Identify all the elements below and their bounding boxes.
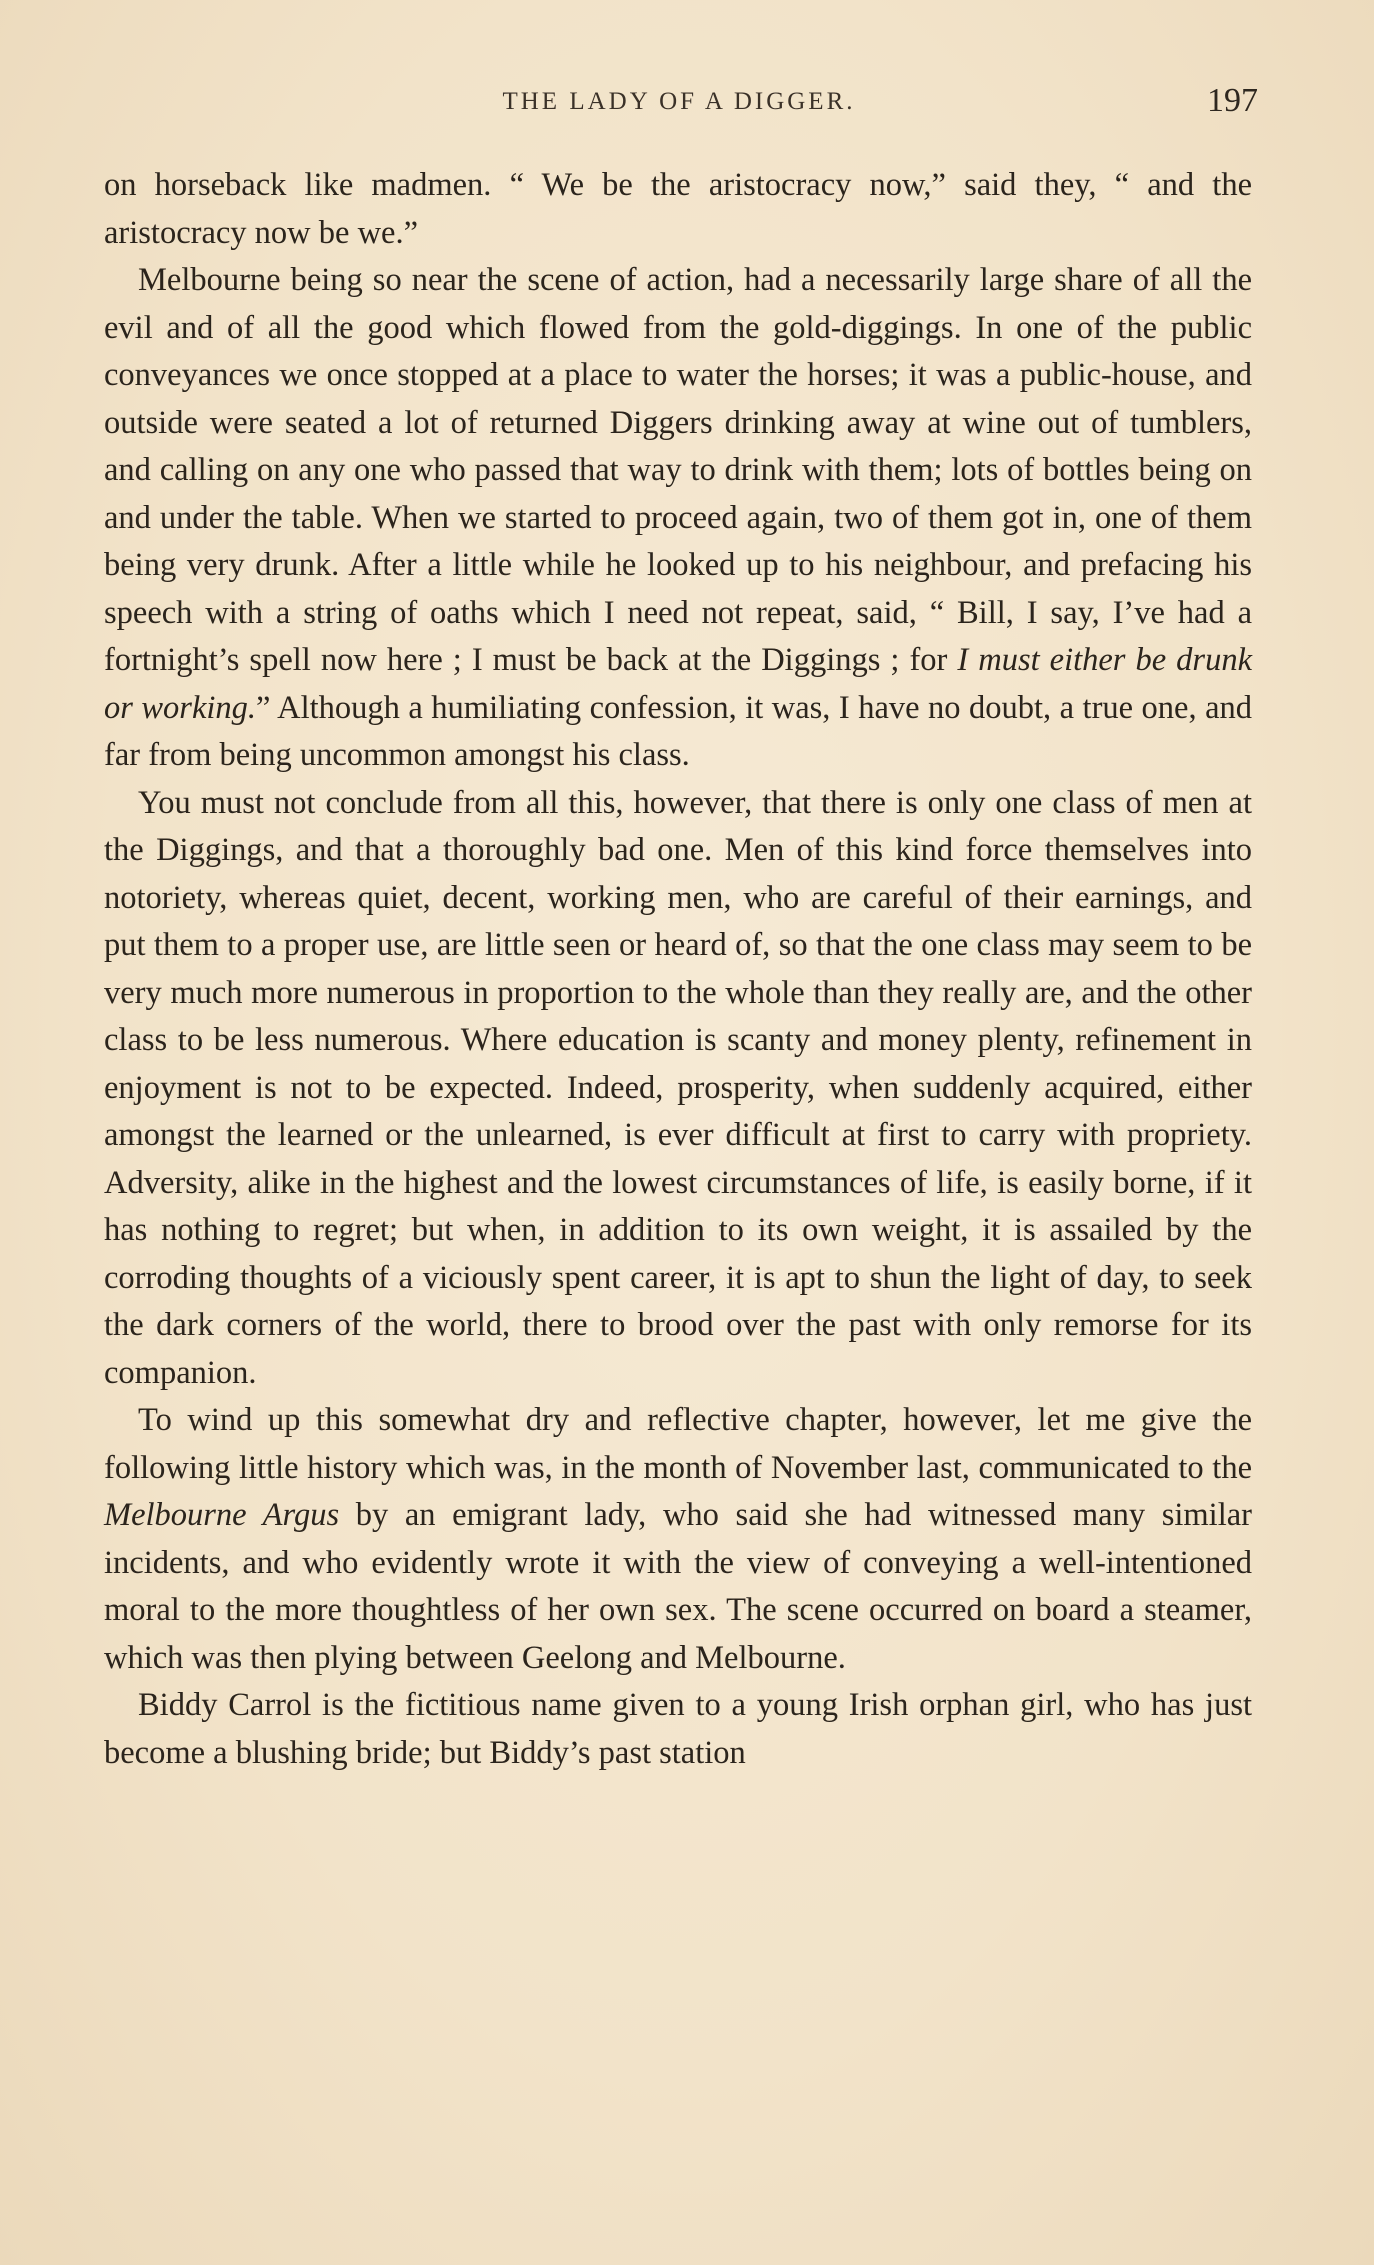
paragraph-melbourne (104, 257, 1252, 780)
running-head (100, 82, 1258, 126)
text-segment: by an emigrant lady, who said she had witnessed many similar incidents, and who evidently wrote it with the view of conveying a well-intentioned moral to the more thoughtless of her own sex. The scene occurred on board a steamer, which was then plying between Geelong and Melbourne. (104, 1497, 1252, 1676)
italic-quote: I must either be drunk or working. (104, 642, 1252, 726)
paragraph-biddy (104, 1682, 1252, 1777)
text-segment: You must not conclude from all this, however, that there is only one class of men at the Diggings, and that a thoroughly bad one. Men of this kind force themselves into notoriety, whereas quiet, decent, working men, who are careful of their earnings, and put them to a proper use, are little seen or heard of, so that the one class may seem to be very much more numerous in proportion to the whole than they really are, and the other class to be less numerous. Where education is scanty and money plenty, refinement in enjoyment is not to be expected. Indeed, prosperity, when suddenly acquired, either amongst the learned or the unlearned, is ever difficult at first to carry with propriety. Adversity, alike in the highest and the lowest circumstances of life, is easily borne, if it has nothing to regret; but when, in addition to its own weight, it is assailed by the corroding thoughts of a viciously spent career, it is apt to shun the light of day, to seek the dark corners of the world, there to brood over the past with only remorse for its companion. (104, 784, 1252, 1391)
running-title: THE LADY OF A DIGGER. (502, 88, 856, 115)
text-segment: To wind up this somewhat dry and reflective chapter, however, let me give the following little history which was, in the month of November last, communicated to the (104, 1402, 1252, 1486)
page-number: 197 (1207, 82, 1258, 119)
text-segment: on horseback like madmen. “ We be the aristocracy now,” said they, “ and the aristocracy now be we.” (104, 167, 1252, 251)
paragraph-continuation (104, 162, 1252, 257)
italic-publication: Melbourne Argus (104, 1497, 340, 1533)
body-text (104, 162, 1252, 1777)
paragraph-classes (104, 780, 1252, 1398)
text-segment: Biddy Carrol is the fictitious name given to a young Irish orphan girl, who has just become a blushing bride; but Biddy’s past station (104, 1687, 1252, 1771)
paragraph-history (104, 1397, 1252, 1682)
text-segment: ” Although a humiliating confession, it was, I have no doubt, a true one, and far from being uncommon amongst his class. (104, 689, 1252, 773)
text-segment: Melbourne being so near the scene of action, had a necessarily large share of all the evil and of all the good which flowed from the gold-diggings. In one of the public conveyances we once stopped at a place to water the horses; it was a public-house, and outside were seated a lot of returned Diggers drinking away at wine out of tumblers, and calling on any one who passed that way to drink with them; lots of bottles being on and under the table. When we started to proceed again, two of them got in, one of them being very drunk. After a little while he looked up to his neighbour, and prefacing his speech with a string of oaths which I need not repeat, said, “ Bill, I say, I’ve had a fortnight’s spell now here ; I must be back at the Diggings ; for (104, 262, 1252, 678)
